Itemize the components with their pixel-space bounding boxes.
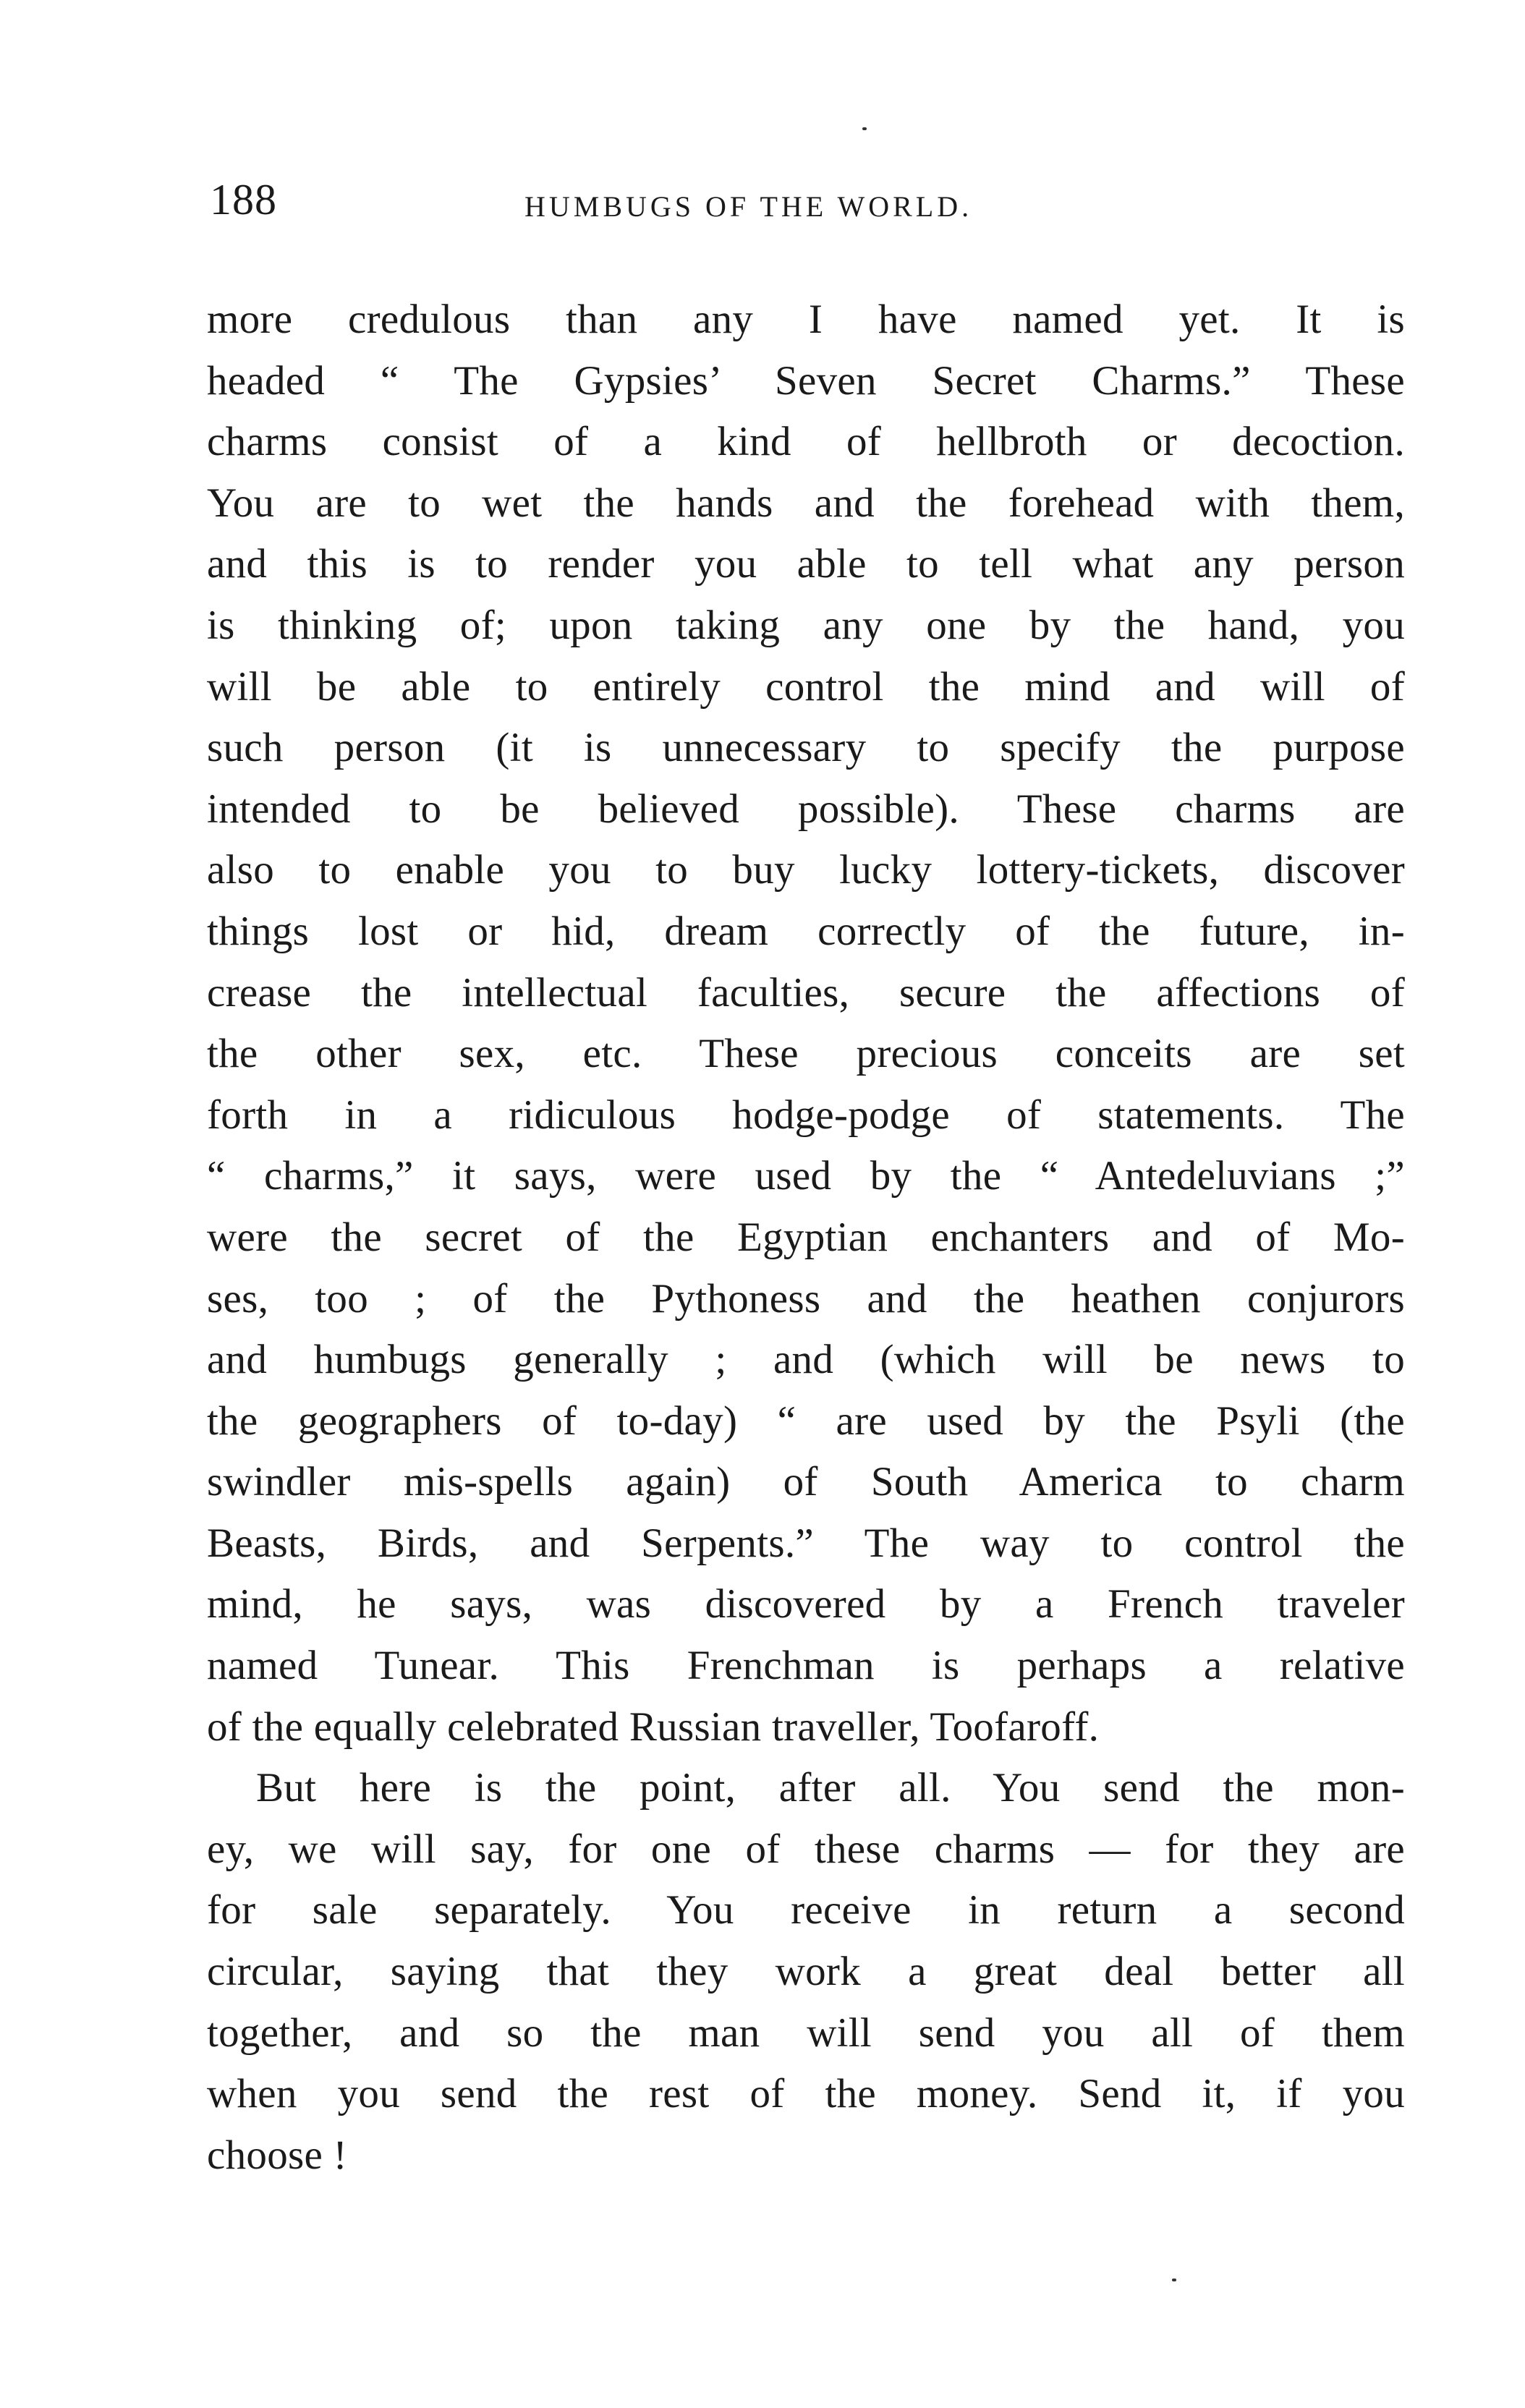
body-text xyxy=(207,289,1405,2186)
text-line: when you send the rest of the money. Send it, if you xyxy=(207,2071,1405,2117)
text-line: things lost or hid, dream correctly of the future, in- xyxy=(207,908,1405,954)
text-line: intended to be believed possible). These charms are xyxy=(207,786,1405,832)
text-line: swindler mis-spells again) of South America to charm xyxy=(207,1459,1405,1505)
text-line: charms consist of a kind of hellbroth or decoction. xyxy=(207,419,1405,465)
text-line: will be able to entirely control the mind and will of xyxy=(207,663,1405,710)
text-line: forth in a ridiculous hodge-podge of statements. The xyxy=(207,1092,1405,1138)
text-line: is thinking of; upon taking any one by the hand, you xyxy=(207,602,1405,648)
text-line: the geographers of to-day) “ are used by the Psyli (the xyxy=(207,1397,1405,1444)
text-line: more credulous than any I have named yet. It is xyxy=(207,297,1405,342)
print-speck-bottom xyxy=(1172,2279,1176,2281)
text-line: together, and so the man will send you all of them xyxy=(207,2009,1405,2056)
text-line: for sale separately. You receive in return a second xyxy=(207,1887,1405,1933)
page-number: 188 xyxy=(210,176,277,224)
text-line-paragraph-end: choose ! xyxy=(207,2132,347,2178)
text-line: such person (it is unnecessary to specify the purpose xyxy=(207,725,1405,771)
text-line: Beasts, Birds, and Serpents.” The way to control the xyxy=(207,1520,1405,1566)
running-head: HUMBUGS OF THE WORLD. xyxy=(524,190,973,223)
text-line: You are to wet the hands and the forehead with them, xyxy=(207,480,1405,526)
text-line: ey, we will say, for one of these charms — for they are xyxy=(207,1826,1405,1872)
text-line: were the secret of the Egyptian enchanters and of Mo- xyxy=(207,1214,1405,1260)
text-line-paragraph-end: of the equally celebrated Russian traveller, Toofaroff. xyxy=(207,1703,1100,1750)
text-line-paragraph-start: But here is the point, after all. You send the mon- xyxy=(256,1765,1405,1811)
print-speck-top xyxy=(862,127,867,130)
text-line: named Tunear. This Frenchman is perhaps a relative xyxy=(207,1643,1405,1689)
text-line: and humbugs generally ; and (which will be news to xyxy=(207,1337,1405,1383)
text-line: and this is to render you able to tell what any person xyxy=(207,541,1405,587)
text-line: ses, too ; of the Pythoness and the heathen conjurors xyxy=(207,1275,1405,1322)
text-line: circular, saying that they work a great deal better all xyxy=(207,1949,1405,1995)
text-line: mind, he says, was discovered by a French traveler xyxy=(207,1581,1405,1628)
text-line: also to enable you to buy lucky lottery-tickets, discover xyxy=(207,847,1405,893)
text-line: headed “ The Gypsies’ Seven Secret Charms.” These xyxy=(207,357,1405,404)
text-line: crease the intellectual faculties, secure the affections of xyxy=(207,969,1405,1016)
text-line: the other sex, etc. These precious conceits are set xyxy=(207,1031,1405,1077)
text-line: “ charms,” it says, were used by the “ Antedeluvians ;” xyxy=(207,1153,1405,1199)
